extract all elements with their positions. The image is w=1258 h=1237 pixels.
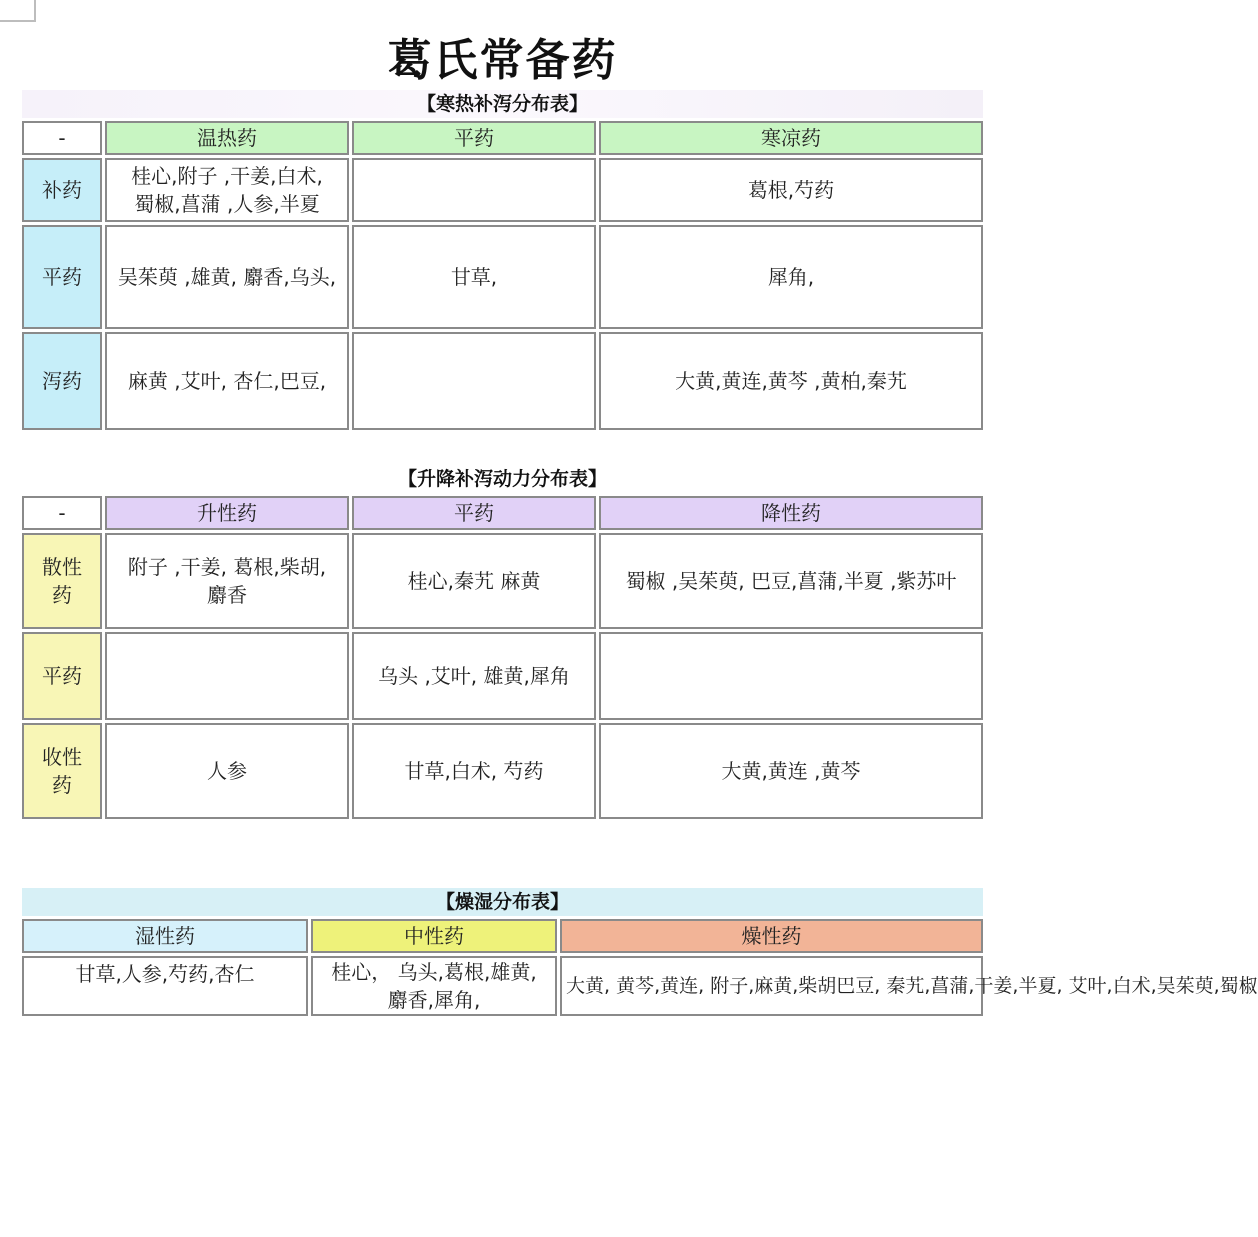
row-label: 补药 <box>22 158 102 222</box>
table-cell <box>599 632 983 720</box>
table-row <box>22 533 983 629</box>
column-header: 升性药 <box>105 496 349 530</box>
table-cell: 附子 ,干姜, 葛根,柴胡, 麝香 <box>105 533 349 629</box>
table-cell: 乌头 ,艾叶, 雄黄,犀角 <box>352 632 596 720</box>
dry-wet-table <box>19 916 1258 1019</box>
column-header: 寒凉药 <box>599 121 983 155</box>
table-cell: 甘草, <box>352 225 596 329</box>
row-label: 收性 药 <box>22 723 102 819</box>
table-cell: 大黄,黄连 ,黄芩 <box>599 723 983 819</box>
ascend-descend-section <box>22 465 983 822</box>
table-cell: 甘草,人参,芍药,杏仁 <box>22 956 308 1016</box>
cold-hot-table <box>19 118 986 433</box>
table-cell: 桂心， 乌头,葛根,雄黄, 麝香,犀角, <box>311 956 557 1016</box>
table1-caption: 【寒热补泻分布表】 <box>22 90 983 118</box>
table-row <box>22 225 983 329</box>
row-label: 平药 <box>22 225 102 329</box>
column-header: 湿性药 <box>22 919 308 953</box>
corner-cell: - <box>22 121 102 155</box>
column-header: 中性药 <box>311 919 557 953</box>
row-label: 散性 药 <box>22 533 102 629</box>
column-header: 平药 <box>352 496 596 530</box>
table-header-row <box>22 919 983 953</box>
table-row <box>22 158 983 222</box>
table-row <box>22 632 983 720</box>
table-cell <box>352 158 596 222</box>
row-label: 平药 <box>22 632 102 720</box>
table-cell: 大黄, 黄芩,黄连, 附子,麻黄,柴胡巴豆, 秦艽,菖蒲,干姜,半夏, 艾叶,白术,吴茱萸,蜀椒 <box>560 956 983 1016</box>
table-cell: 吴茱萸 ,雄黄, 麝香,乌头, <box>105 225 349 329</box>
table-header-row <box>22 496 983 530</box>
table-cell: 葛根,芍药 <box>599 158 983 222</box>
table-cell: 大黄,黄连,黄芩 ,黄柏,秦艽 <box>599 332 983 430</box>
table-cell <box>352 332 596 430</box>
table-cell: 犀角, <box>599 225 983 329</box>
dry-wet-section <box>22 888 1258 1019</box>
column-header: 平药 <box>352 121 596 155</box>
row-label: 泻药 <box>22 332 102 430</box>
table-cell: 桂心,秦艽 麻黄 <box>352 533 596 629</box>
column-header: 温热药 <box>105 121 349 155</box>
table-cell: 人参 <box>105 723 349 819</box>
page-title: 葛氏常备药 <box>387 35 618 86</box>
table-row <box>22 956 983 1016</box>
corner-cell: - <box>22 496 102 530</box>
table2-caption: 【升降补泻动力分布表】 <box>397 468 607 490</box>
table-row <box>22 332 983 430</box>
table-cell: 蜀椒 ,吴茱萸, 巴豆,菖蒲,半夏 ,紫苏叶 <box>599 533 983 629</box>
column-header: 燥性药 <box>560 919 983 953</box>
table-cell: 甘草,白术, 芍药 <box>352 723 596 819</box>
page-corner-mark <box>0 0 36 22</box>
table-cell: 桂心,附子 ,干姜,白术, 蜀椒,菖蒲 ,人参,半夏 <box>105 158 349 222</box>
table-cell: 麻黄 ,艾叶, 杏仁,巴豆, <box>105 332 349 430</box>
column-header: 降性药 <box>599 496 983 530</box>
table3-caption: 【燥湿分布表】 <box>22 888 983 916</box>
table-row <box>22 723 983 819</box>
table-header-row <box>22 121 983 155</box>
cold-hot-section <box>22 90 983 433</box>
table-cell <box>105 632 349 720</box>
ascend-descend-table <box>19 493 986 822</box>
